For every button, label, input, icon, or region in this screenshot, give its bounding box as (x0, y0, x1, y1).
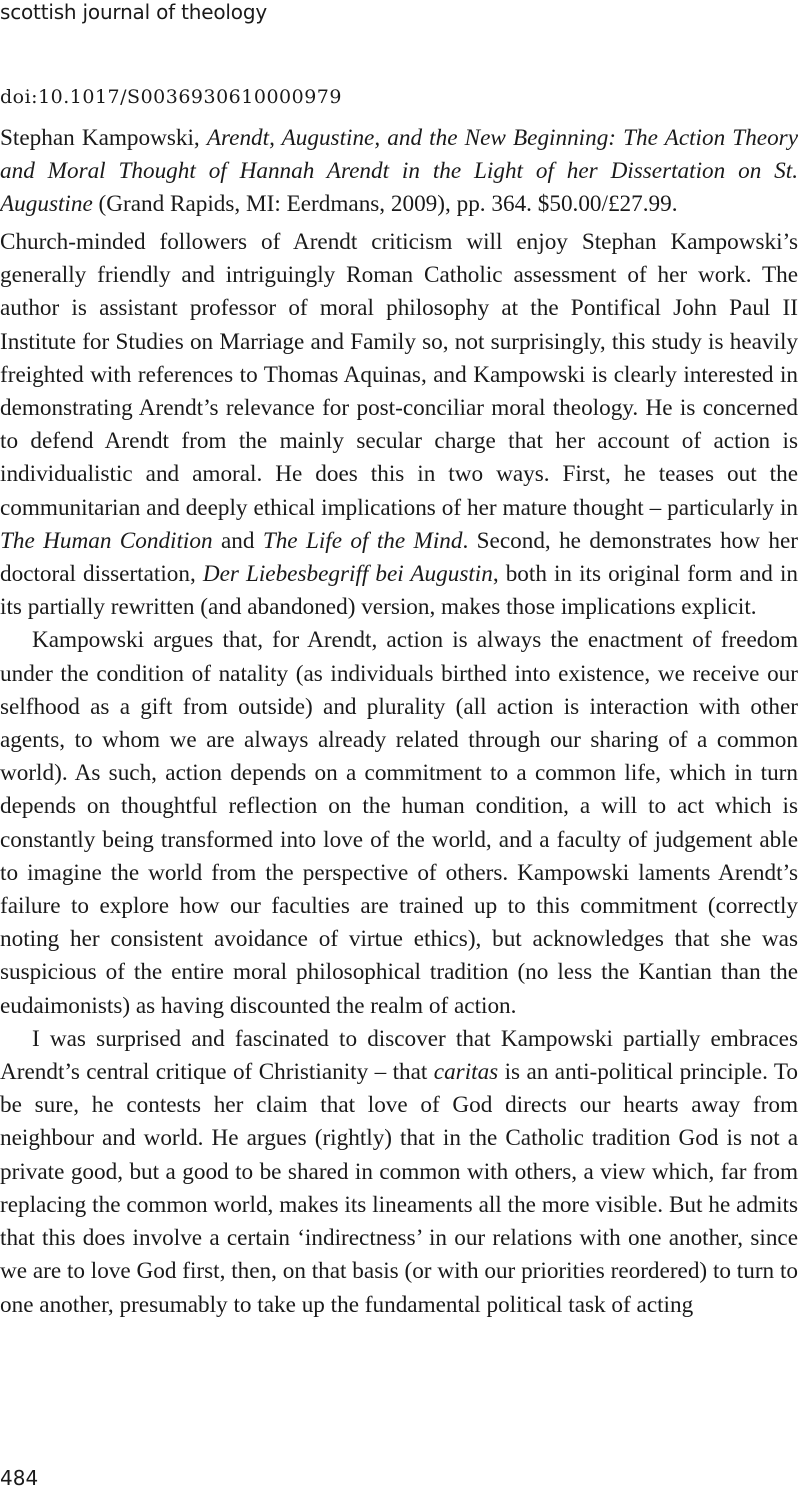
review-body (0, 226, 798, 1322)
paragraph-2: Kampowski argues that, for Arendt, action is always the enactment of freedom under the condition of natality (as individuals birthed into existence, we receive our selfhood as a gift from outside) and plurality (all action is interaction with other agents, to whom we are always already related through our sharing of a common world). As such, action depends on a commitment to a common life, which in turn depends on thoughtful reflection on the human condition, a will to act which is constantly being transformed into love of the world, and a faculty of judgement able to imagine the world from the perspective of others. Kampowski laments Arendt’s failure to explore how our faculties are trained up to this commitment (correctly noting her consistent avoidance of virtue ethics), but acknowledges that she was suspicious of the entire moral philosophical tradition (no less the Kantian than the eudaimonists) as having discounted the realm of action. (0, 627, 798, 1019)
citation-title: Arendt, Augustine, and the New Beginning: The Action Theory and Moral Thought of Hannah Arendt in the Light of her Dissertation on St. Augustine (0, 125, 798, 218)
journal-name: scottish journal of theology (0, 0, 267, 24)
paragraph-3: I was surprised and fascinated to discover that Kampowski partially embraces Arendt’s central critique of Christianity – that caritas is an anti-political principle. To be sure, he contests her claim that love of God directs our hearts away from neighbour and world. He argues (rightly) that in the Catholic tradition God is not a private good, but a good to be shared in common with others, a view which, far from replacing the common world, makes its lineaments all the more visible. But he admits that this does involve a certain ‘indirectness’ in our relations with one another, since we are to love God first, then, on that basis (or with our priorities reordered) to turn to one another, presumably to take up the fundamental political task of acting (0, 1025, 798, 1318)
paragraph-1: Church-minded followers of Arendt criticism will enjoy Stephan Kampowski’s generally friendly and intriguingly Roman Catholic assessment of her work. The author is assistant professor of moral philosophy at the Pontifical John Paul II Institute for Studies on Marriage and Family so, not surprisingly, this study is heavily freighted with references to Thomas Aquinas, and Kampowski is clearly interested in demonstrating Arendt’s relevance for post-conciliar moral theology. He is concerned to defend Arendt from the mainly secular charge that her account of action is individualistic and amoral. He does this in two ways. First, he teases out the communitarian and deeply ethical implications of her mature thought – particularly in The Human Condition and The Life of the Mind. Second, he demonstrates how her doctoral dissertation, Der Liebesbegriff bei Augustin, both in its original form and in its partially rewritten (and abandoned) version, makes those implications explicit. (0, 229, 798, 621)
citation-publication: (Grand Rapids, MI: Eerdmans, 2009), pp. 364. $50.00/£27.99. (98, 191, 678, 218)
dissertation-title: Der Liebesbegriff bei Augustin (202, 561, 493, 588)
term-caritas: caritas (433, 1059, 499, 1086)
book-title-life-of-mind: The Life of the Mind (262, 527, 463, 554)
page-number: 484 (0, 1466, 39, 1490)
doi-identifier: doi:10.1017/S0036930610000979 (0, 86, 342, 108)
citation-author: Stephan Kampowski, (0, 125, 200, 151)
book-citation (0, 122, 798, 222)
book-title-human-condition: The Human Condition (0, 527, 213, 554)
